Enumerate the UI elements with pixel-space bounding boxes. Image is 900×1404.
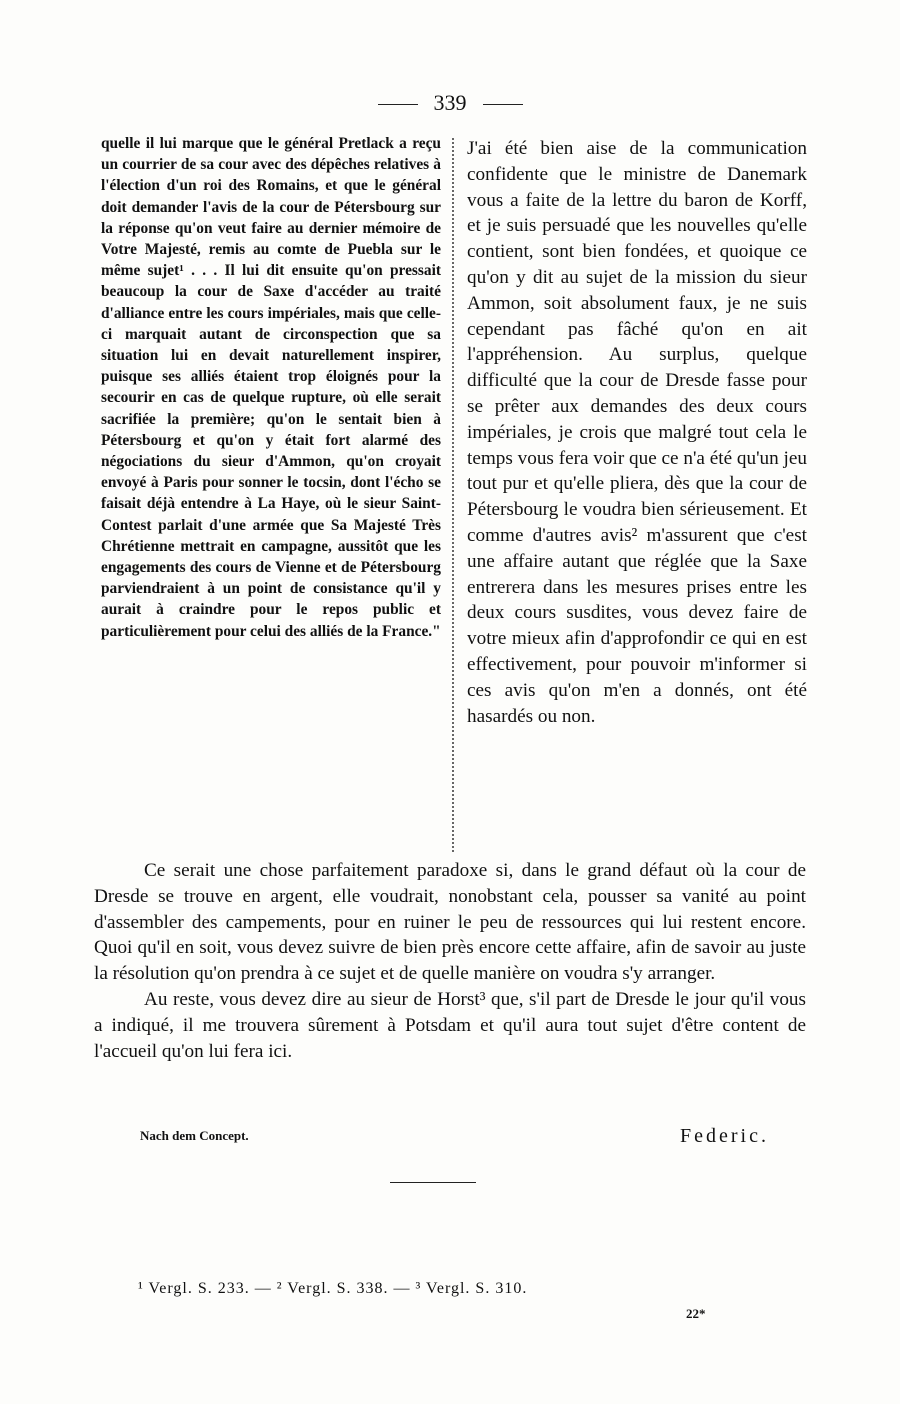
sheet-signature-mark: 22* <box>686 1306 706 1321</box>
column-divider <box>452 138 454 852</box>
header-rule-left <box>378 104 418 105</box>
page-number: 339 <box>433 90 467 115</box>
right-column-text: J'ai été bien aise de la communication confidente que le ministre de Danemark vous a faite de la lettre du baron de Korff, et je suis persuadé que les nouvelles qu'elle contient, sont bien fondées, et quoique ce qu'on y dit au sujet de la mission du sieur Ammon, soit absolument faux, je ne suis cependant pas fâché qu'on en ait l'appréhension. Au surplus, quelque difficulté que la cour de Dresde fasse pour se prêter aux demandes des deux cours impériales, je crois que malgré tout cela le temps vous fera voir que ce n'a été qu'un jeu tout pur et qu'elle pliera, dès que la cour de Pétersbourg le voudra bien sérieusement. Et comme d'autres avis² m'assurent que c'est une affaire autant que réglée que la Saxe entrerera dans les mesures prises entre les deux cours susdites, vous devez faire de votre mieux afin d'approfondir ce qui en est effectivement, pour pouvoir m'informer si ces avis qu'on m'en a donnés, ont été hasardés ou non. <box>467 138 807 727</box>
paragraph-2: Au reste, vous devez dire au sieur de Horst³ que, s'il part de Dresde le jour qu'il vous a indiqué, il me trouvera sûrement à Potsdam et qu'il aura tout sujet d'être content de l'accueil qu'on lui fera ici. <box>94 988 806 1062</box>
signature: Federic. <box>680 1125 769 1147</box>
header-rule-right <box>483 104 523 105</box>
left-column-text: quelle il lui marque que le général Pretlack a reçu un courrier de sa cour avec des dépêches relatives à l'élection d'un roi des Romains, et que le général doit demander l'avis de la cour de Pétersbourg sur la réponse qu'on veut faire au dernier mémoire de Votre Majesté, remis au comte de Puebla sur le même sujet¹ . . . Il lui dit ensuite qu'on pressait beaucoup la cour de Saxe d'accéder au traité d'alliance entre les cours impériales, mais que celle-ci marquait autant de circonspection que sa situation lui en devait naturellement inspirer, puisque ses alliés étaient trop éloignés pour la secourir en cas de quelque rupture, où elle serait sacrifiée la première; qu'on le sentait bien à Pétersbourg et qu'on y était fort alarmé des négociations du sieur d'Ammon, qu'on croyait envoyé à Paris pour sonner le tocsin, dont l'écho se faisait déjà entendre à La Haye, où le sieur Saint-Contest parlait d'une armée que Sa Majesté Très Chrétienne mettrait en campagne, aussitôt que les engagements des cours de Vienne et de Pétersbourg parviendraient à un point de consistance qu'il y aurait à craindre pour le repos public et particulièrement pour celui des alliés de la France." <box>101 135 441 640</box>
end-rule <box>390 1182 476 1183</box>
source-note: Nach dem Concept. <box>140 1128 249 1143</box>
right-column <box>467 136 807 729</box>
paragraph-1: Ce serait une chose parfaitement paradoxe si, dans le grand défaut où la cour de Dresde se trouve en argent, elle voudrait, nonobstant cela, pousser sa vanité au point d'assembler des campements, pour en ruiner le peu de ressources qui lui restent encore. Quoi qu'il en soit, vous devez suivre de bien près encore cette affaire, afin de savoir au juste la résolution qu'on prendra à ce sujet et de quelle manière on voudra s'y arranger. <box>94 860 806 985</box>
left-column <box>101 133 441 642</box>
main-text <box>94 858 806 1064</box>
footnotes: ¹ Vergl. S. 233. — ² Vergl. S. 338. — ³ Vergl. S. 310. <box>138 1280 528 1297</box>
page-header <box>0 90 900 116</box>
